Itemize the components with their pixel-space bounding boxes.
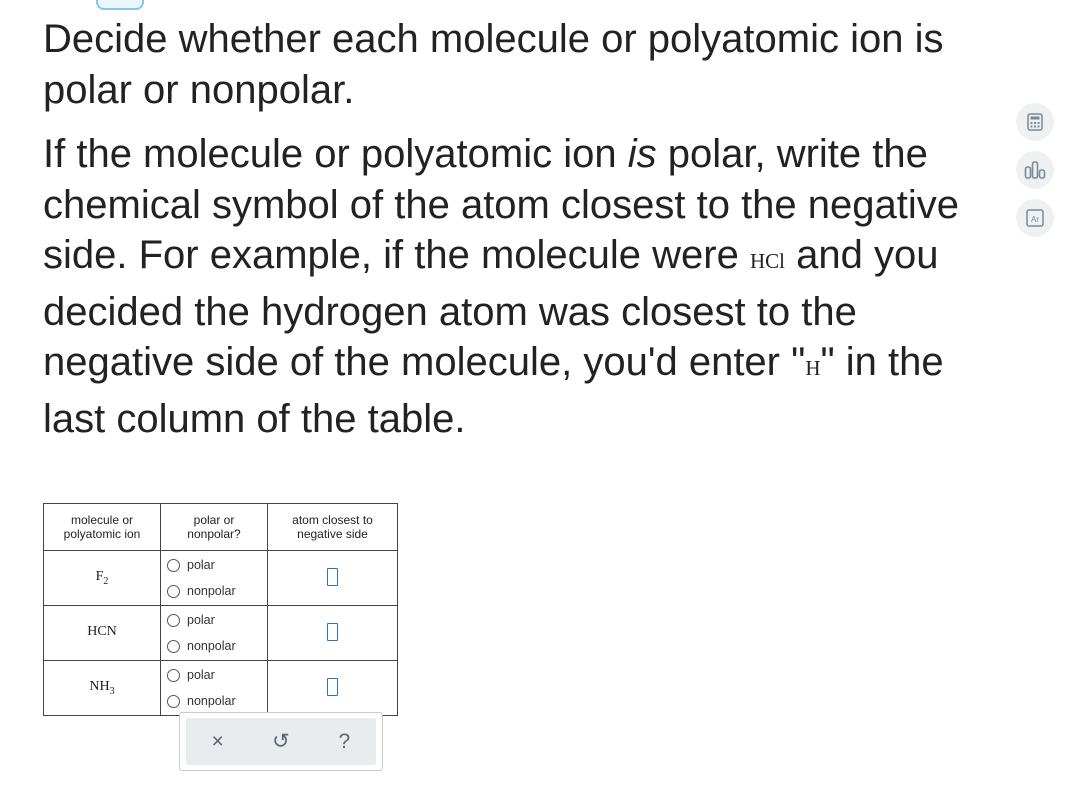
table-row	[44, 661, 398, 716]
chart-icon[interactable]	[1016, 151, 1054, 189]
header-molecule: molecule or polyatomic ion	[44, 504, 161, 551]
radio-button[interactable]	[167, 559, 180, 572]
instruction-line-2: If the molecule or polyatomic ion is polar, write the chemical symbol of the atom closest to the negative side. For example, if the molecule were HCl and you decided the hydrogen atom was closest to the negative side of the molecule, you'd enter "H" in the last column of the table.	[43, 132, 960, 441]
molecule-cell	[44, 606, 161, 661]
molecule-formula: HCN	[87, 624, 117, 640]
atom-input[interactable]	[327, 678, 338, 696]
nonpolar-option[interactable]: nonpolar	[167, 633, 266, 659]
example-formula: HCl	[749, 249, 785, 273]
negative-side-cell	[268, 661, 398, 716]
radio-button[interactable]	[167, 585, 180, 598]
table-row	[44, 606, 398, 661]
calculator-icon[interactable]	[1016, 103, 1054, 141]
atom-input[interactable]	[327, 623, 338, 641]
polar-option[interactable]: polar	[167, 607, 266, 633]
question-prompt	[43, 14, 993, 444]
clear-button[interactable]: ×	[211, 729, 224, 753]
molecule-cell	[44, 551, 161, 606]
molecule-cell	[44, 661, 161, 716]
header-polarity: polar or nonpolar?	[161, 504, 268, 551]
nonpolar-option[interactable]: nonpolar	[167, 578, 266, 604]
radio-button[interactable]	[167, 614, 180, 627]
answer-toolbar	[179, 712, 383, 771]
side-toolbar	[1016, 103, 1054, 247]
periodic-table-icon[interactable]	[1016, 199, 1054, 237]
polarity-cell	[161, 606, 268, 661]
svg-text:Ar: Ar	[1031, 215, 1039, 224]
collapse-tab[interactable]	[96, 0, 144, 10]
polar-option[interactable]: polar	[167, 552, 266, 578]
molecule-formula: $F_2$	[95, 569, 109, 587]
negative-side-cell	[268, 551, 398, 606]
undo-button[interactable]: ↺	[272, 730, 290, 753]
instruction-line-1: Decide whether each molecule or polyatomic ion is polar or nonpolar.	[43, 17, 944, 112]
radio-button[interactable]	[167, 695, 180, 708]
example-symbol: H	[805, 356, 821, 380]
help-button[interactable]: ?	[338, 729, 351, 753]
answer-table	[43, 503, 398, 716]
radio-button[interactable]	[167, 669, 180, 682]
atom-input[interactable]	[327, 568, 338, 586]
polarity-cell	[161, 551, 268, 606]
negative-side-cell	[268, 606, 398, 661]
molecule-formula: $NH_3$	[89, 679, 115, 697]
radio-button[interactable]	[167, 640, 180, 653]
polar-option[interactable]: polar	[167, 662, 266, 688]
polarity-cell	[161, 661, 268, 716]
nonpolar-option[interactable]: nonpolar	[167, 688, 266, 714]
header-negative-side: atom closest to negative side	[268, 504, 398, 551]
table-row	[44, 551, 398, 606]
